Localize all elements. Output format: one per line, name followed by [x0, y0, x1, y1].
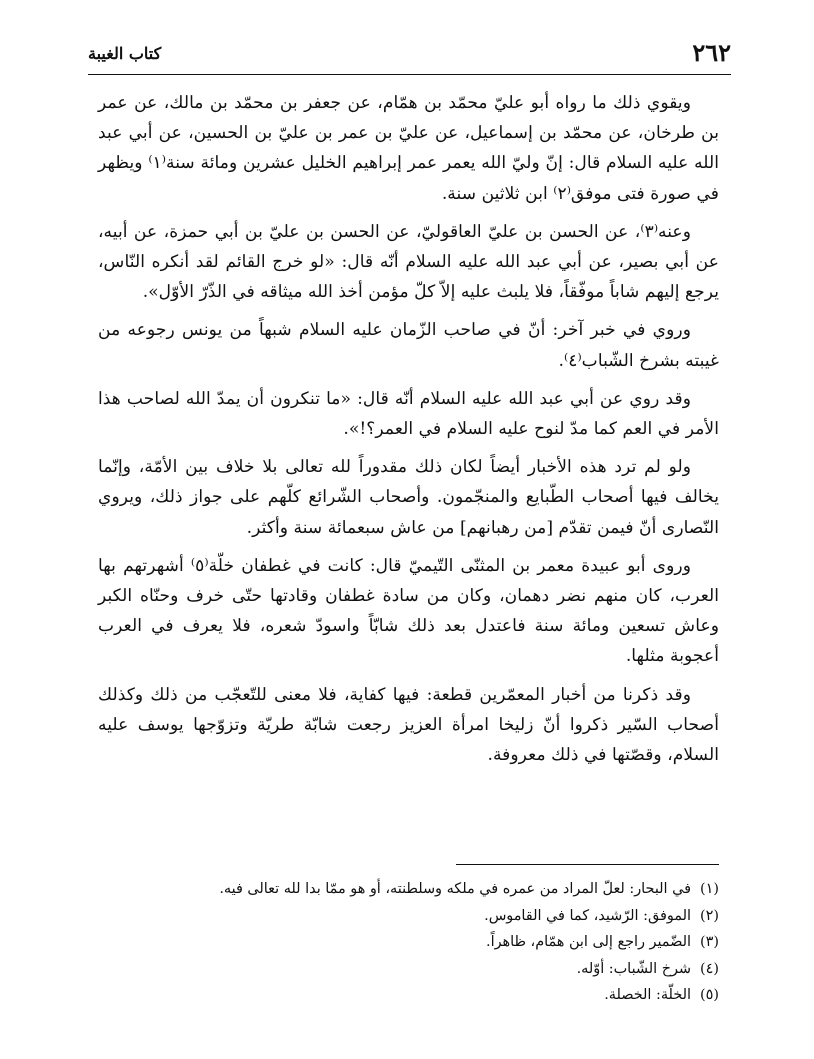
footnote-number: (١): [700, 881, 719, 897]
footnote-text: الضّمير راجع إلى ابن همّام، ظاهراً.: [486, 934, 691, 951]
footnote: [120, 956, 719, 983]
footnote-divider: [456, 864, 719, 865]
body-text: [98, 88, 719, 778]
footnote-text: الموفق: الرّشيد، كما في القاموس.: [484, 907, 691, 924]
footnotes: [120, 876, 719, 1009]
footnote-number: (٢): [700, 907, 719, 924]
paragraph: وروى أبو عبيدة معمر بن المثنّى التّيميّ قال: كانت في غطفان خلّة⁽٥⁾ أشهرتهم بها العرب، كان منهم نضر دهمان، وكان من سادة غطفان وقادتها حتّى خرف وحنّاه الكبر وعاش تسعين ومائة سنة فاعتدل بعد ذلك شابّاً واسودّ شعره، فلا يعرف في العرب أعجوبة مثلها.: [98, 555, 719, 667]
running-title: كتاب الغيبة: [88, 44, 162, 63]
footnote-text: في البحار: لعلّ المراد من عمره في ملكه وسلطنته، أو هو ممّا بدا لله تعالى فيه.: [219, 881, 691, 897]
footnote: [120, 982, 719, 1009]
page-number: ٢٦٢: [692, 38, 731, 67]
paragraph: وروي في خبر آخر: أنّ في صاحب الزّمان عليه السلام شبهاً من يونس رجوعه من غيبته بشرخ الشّباب⁽٤⁾.: [98, 320, 719, 371]
paragraph: ويقوي ذلك ما رواه أبو عليّ محمّد بن همّام، عن جعفر بن محمّد بن مالك، عن عمر بن طرخان، عن محمّد بن إسماعيل، عن عليّ بن عمر بن عليّ بن الحسين، عن أبي عبد الله عليه السلام قال: إنّ وليّ الله يعمر عمر إبراهيم الخليل عشرين ومائة سنة⁽١⁾ ويظهر في صورة فتى موفق⁽٢⁾ ابن ثلاثين سنة.: [98, 93, 719, 204]
page-header: [88, 38, 731, 75]
paragraph: وقد روي عن أبي عبد الله عليه السلام أنّه قال: «ما تنكرون أن يمدّ الله لصاحب هذا الأمر في العم كما مدّ لنوح عليه السلام في العمر؟!».: [98, 388, 719, 440]
paragraph: ولو لم ترد هذه الأخبار أيضاً لكان ذلك مقدوراً لله تعالى بلا خلاف بين الأمّة، وإنّما يخالف فيها أصحاب الطّبايع والمنجّمون. وأصحاب الشّرائع كلّهم على جواز ذلك، ويروي النّصارى أنّ فيمن تقدّم [من رهبانهم] من عاش سبعمائة سنة وأكثر.: [98, 457, 719, 538]
paragraph: وقد ذكرنا من أخبار المعمّرين قطعة: فيها كفاية، فلا معنى للتّعجّب من ذلك وكذلك أصحاب السّير ذكروا أنّ زليخا امرأة العزيز رجعت شابّة طريّة وتزوّجها يوسف عليه السلام، وقصّتها في ذلك معروفة.: [98, 684, 719, 766]
footnote-number: (٣): [700, 934, 719, 951]
footnote-text: الخلّة: الخصلة.: [604, 987, 691, 1004]
footnote-number: (٤): [700, 960, 719, 977]
footnote-number: (٥): [700, 987, 719, 1004]
footnote: [120, 903, 719, 930]
footnote: [120, 929, 719, 956]
footnote: [120, 876, 719, 903]
footnote-text: شرخ الشّباب: أوّله.: [576, 960, 691, 977]
paragraph: وعنه⁽٣⁾، عن الحسن بن عليّ العاقوليّ، عن الحسن بن عليّ بن أبي حمزة، عن أبيه، عن أبي بصير، عن أبي عبد الله عليه السلام أنّه قال: «لو خرج القائم لقد أنكره النّاس، يرجع إليهم شاباً موفّقاً، فلا يلبث عليه إلاّ كلّ مؤمن أخذ الله ميثاقه في الذّرّ الأوّل».: [98, 221, 719, 303]
